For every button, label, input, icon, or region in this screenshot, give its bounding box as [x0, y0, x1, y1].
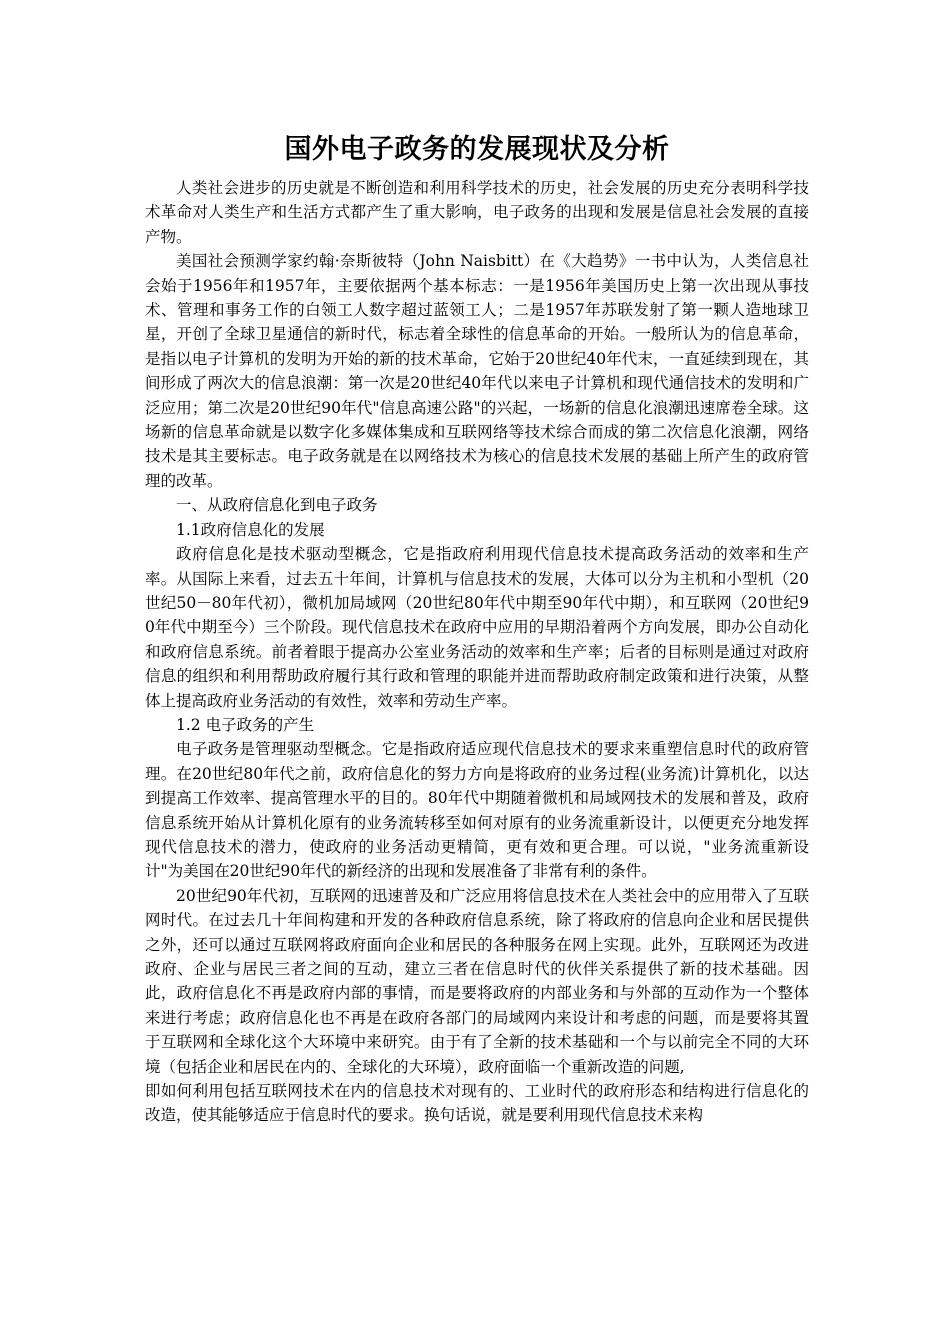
paragraph-egov-origin: 电子政务是管理驱动型概念。它是指政府适应现代信息技术的要求来重塑信息时代的政府管理。在20世纪80年代之前，政府信息化的努力方向是将政府的业务过程(业务流)计算机化，以达到提高工作效率、提高管理水平的目的。80年代中期随着微机和局域网技术的发展和普及，政府信息系统开始从计算机化原有的业务流转移至如何对原有的业务流重新设计，以便更充分地发挥现代信息技术的潜力，使政府的业务活动更精简，更有效和更合理。可以说，"业务流重新设计"为美国在20世纪90年代的新经济的出现和发展准备了非常有利的条件。 [145, 740, 809, 881]
paragraph-intro: 人类社会进步的历史就是不断创造和利用科学技术的历史，社会发展的历史充分表明科学技术革命对人类生产和生活方式都产生了重大影响，电子政务的出现和发展是信息社会发展的直接产物。 [145, 179, 809, 246]
paragraph-continuation: 即如何利用包括互联网技术在内的信息技术对现有的、工业时代的政府形态和结构进行信息化的改造，使其能够适应于信息时代的要求。换句话说，就是要利用现代信息技术来构 [145, 1082, 809, 1125]
subsection-heading-1-1: 1.1政府信息化的发展 [176, 520, 325, 539]
document-title: 国外电子政务的发展现状及分析 [284, 134, 670, 165]
paragraph-internet-era: 20世纪90年代初，互联网的迅速普及和广泛应用将信息技术在人类社会中的应用带入了互联网时代。在过去几十年间构建和开发的各种政府信息系统，除了将政府的信息向企业和居民提供之外，还可以通过互联网将政府面向企业和居民的各种服务在网上实现。此外，互联网还为改进政府、企业与居民三者之间的互动，建立三者在信息时代的伙伴关系提供了新的技术基础。因此，政府信息化不再是政府内部的事情，而是要将政府的内部业务和与外部的互动作为一个整体来进行考虑；政府信息化也不再是在政府各部门的局域网内来设计和考虑的问题，而是要将其置于互联网和全球化这个大环境中来研究。由于有了全新的技术基础和一个与以前完全不同的大环境（包括企业和居民在内的、全球化的大环境），政府面临一个重新改造的问题, [145, 886, 809, 1076]
document-page [145, 128, 809, 1128]
paragraph-naisbitt: 美国社会预测学家约翰·奈斯彼特（John Naisbitt）在《大趋势》一书中认为，人类信息社会始于1956年和1957年，主要依据两个基本标志：一是1956年美国历史上第一次出现从事技术、管理和事务工作的白领工人数字超过蓝领工人；二是1957年苏联发射了第一颗人造地球卫星，开创了全球卫星通信的新时代，标志着全球性的信息革命的开始。一般所认为的信息革命，是指以电子计算机的发明为开始的新的技术革命，它始于20世纪40年代末，一直延续到现在，其间形成了两次大的信息浪潮：第一次是20世纪40年代以来电子计算机和现代通信技术的发明和广泛应用；第二次是20世纪90年代"信息高速公路"的兴起，一场新的信息化浪潮迅速席卷全球。这场新的信息革命就是以数字化多媒体集成和互联网络等技术综合而成的第二次信息化浪潮，网络技术是其主要标志。电子政务就是在以网络技术为核心的信息技术发展的基础上所产生的政府管理的改革。 [145, 252, 809, 490]
subsection-heading-1-2: 1.2 电子政务的产生 [176, 715, 315, 734]
paragraph-gov-informatization: 政府信息化是技术驱动型概念，它是指政府利用现代信息技术提高政务活动的效率和生产率。从国际上来看，过去五十年间，计算机与信息技术的发展，大体可以分为主机和小型机（20世纪50－80年代初），微机加局域网（20世纪80年代中期至90年代中期），和互联网（20世纪90年代中期至今）三个阶段。现代信息技术在政府中应用的早期沿着两个方向发展，即办公自动化和政府信息系统。前者着眼于提高办公室业务活动的效率和生产率；后者的目标则是通过对政府信息的组织和利用帮助政府履行其行政和管理的职能并进而帮助政府制定政策和进行决策，从整体上提高政府业务活动的有效性，效率和劳动生产率。 [145, 545, 809, 710]
section-heading-1: 一、从政府信息化到电子政务 [176, 496, 378, 515]
